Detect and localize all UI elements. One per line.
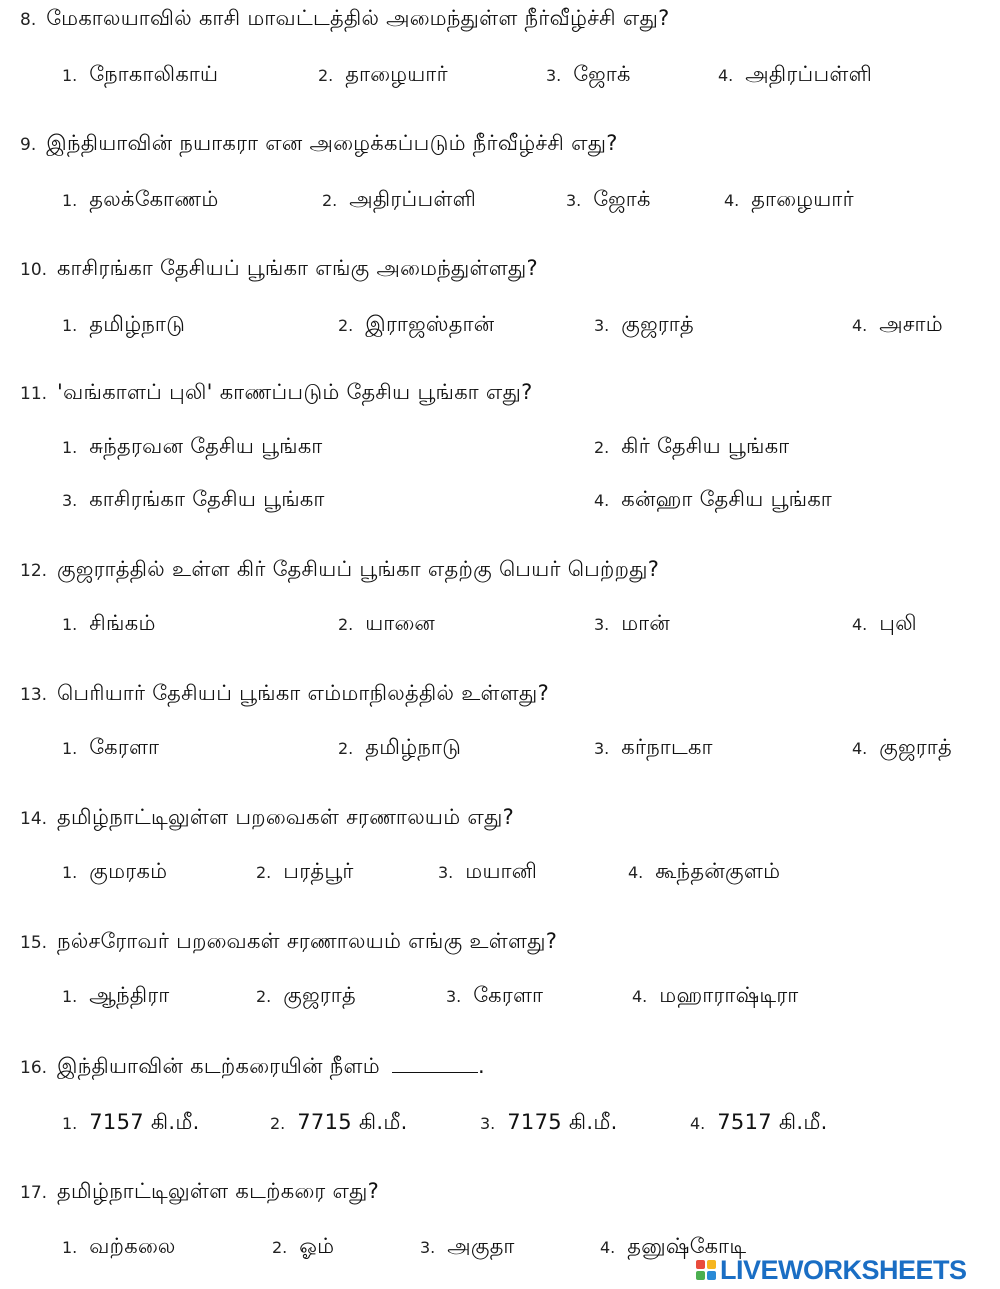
option-number: 1.	[62, 987, 78, 1006]
option-number: 2.	[270, 1114, 286, 1133]
option-text: ஜோக்	[573, 62, 631, 86]
answer-option[interactable]	[62, 62, 218, 89]
option-number: 3.	[480, 1114, 496, 1133]
option-text: மயானி	[465, 859, 538, 883]
option-number: 1.	[62, 1114, 78, 1133]
answer-option[interactable]	[724, 187, 854, 214]
question-number: 16.	[20, 1058, 48, 1078]
option-number: 4.	[852, 739, 868, 758]
answer-option[interactable]	[62, 434, 323, 461]
answer-option[interactable]	[318, 62, 448, 89]
question-text: காசிரங்கா தேசியப் பூங்கா எங்கு அமைந்துள்ளது?	[57, 256, 538, 280]
option-text: ஆந்திரா	[89, 983, 170, 1007]
option-text: தாழையார்	[345, 62, 448, 86]
option-number: 2.	[272, 1238, 288, 1257]
option-text: காசிரங்கா தேசிய பூங்கா	[89, 487, 325, 511]
option-text: அகுதா	[447, 1234, 515, 1258]
option-text: இராஜஸ்தான்	[365, 312, 495, 336]
question-number: 8.	[20, 10, 37, 30]
question-12	[0, 557, 1000, 667]
question-number: 12.	[20, 561, 48, 581]
question-stem	[20, 256, 538, 283]
answer-option[interactable]	[62, 187, 219, 214]
answer-option[interactable]	[446, 983, 543, 1010]
option-number: 4.	[632, 987, 648, 1006]
answer-option[interactable]	[594, 735, 713, 762]
option-text: தமிழ்நாடு	[365, 735, 462, 759]
option-number: 2.	[338, 615, 354, 634]
answer-option[interactable]	[338, 735, 461, 762]
option-number: 1.	[62, 615, 78, 634]
answer-option[interactable]	[62, 735, 159, 762]
option-number: 3.	[438, 863, 454, 882]
question-text: தமிழ்நாட்டிலுள்ள கடற்கரை எது?	[57, 1179, 380, 1203]
question-number: 11.	[20, 384, 48, 404]
option-text: தமிழ்நாடு	[89, 312, 186, 336]
question-text: குஜராத்தில் உள்ள கிர் தேசியப் பூங்கா எதற்கு பெயர் பெற்றது?	[57, 557, 660, 581]
answer-option[interactable]	[546, 62, 631, 89]
mark-square	[696, 1271, 705, 1280]
answer-option[interactable]	[62, 983, 170, 1010]
question-text: நல்சரோவர் பறவைகள் சரணாலயம் எங்கு உள்ளது?	[57, 929, 558, 953]
answer-option[interactable]	[594, 487, 832, 514]
option-text: ஓம்	[299, 1234, 335, 1258]
option-number: 2.	[594, 438, 610, 457]
answer-option[interactable]	[62, 611, 156, 638]
answer-option[interactable]	[62, 859, 167, 886]
option-number: 3.	[546, 66, 562, 85]
question-stem	[20, 557, 659, 584]
answer-option[interactable]	[566, 187, 651, 214]
answer-option[interactable]	[594, 312, 694, 339]
option-text: பரத்பூர்	[283, 859, 354, 883]
option-number: 2.	[256, 863, 272, 882]
answer-option[interactable]	[438, 859, 537, 886]
question-text: பெரியார் தேசியப் பூங்கா எம்மாநிலத்தில் உள்ளது?	[57, 681, 550, 705]
option-text: கர்நாடகா	[621, 735, 713, 759]
option-text: அதிரப்பள்ளி	[349, 187, 477, 211]
option-text: 7517 கி.மீ.	[717, 1110, 828, 1134]
option-text: தாழையார்	[751, 187, 854, 211]
answer-option[interactable]	[594, 434, 789, 461]
mark-square	[707, 1271, 716, 1280]
option-number: 3.	[594, 739, 610, 758]
option-number: 2.	[322, 191, 338, 210]
option-text: யானை	[365, 611, 436, 635]
answer-option[interactable]	[338, 312, 494, 339]
option-number: 2.	[338, 316, 354, 335]
question-text: மேகாலயாவில் காசி மாவட்டத்தில் அமைந்துள்ள நீர்வீழ்ச்சி எது?	[46, 6, 670, 30]
answer-option[interactable]	[62, 312, 185, 339]
option-number: 4.	[600, 1238, 616, 1257]
answer-option[interactable]	[256, 983, 356, 1010]
answer-option[interactable]	[322, 187, 476, 214]
option-text: கேரளா	[473, 983, 544, 1007]
option-number: 1.	[62, 863, 78, 882]
question-15	[0, 929, 1000, 1039]
option-text: தலக்கோணம்	[89, 187, 219, 211]
option-text: புலி	[879, 611, 917, 635]
option-number: 4.	[852, 316, 868, 335]
option-number: 2.	[338, 739, 354, 758]
answer-option[interactable]	[852, 611, 917, 638]
option-number: 4.	[628, 863, 644, 882]
question-8	[0, 6, 1000, 116]
answer-option[interactable]	[628, 859, 780, 886]
answer-option[interactable]	[270, 1110, 408, 1137]
option-text: மஹாராஷ்டிரா	[659, 983, 799, 1007]
question-stem	[20, 681, 549, 708]
question-number: 13.	[20, 685, 48, 705]
option-number: 3.	[594, 316, 610, 335]
option-number: 3.	[62, 491, 78, 510]
question-text: 'வங்காளப் புலி' காணப்படும் தேசிய பூங்கா எது?	[57, 380, 533, 404]
option-text: குஜராத்	[283, 983, 357, 1007]
option-text: 7175 கி.மீ.	[507, 1110, 618, 1134]
option-number: 1.	[62, 438, 78, 457]
question-stem	[20, 1054, 485, 1081]
option-text: கன்ஹா தேசிய பூங்கா	[621, 487, 833, 511]
answer-option[interactable]	[594, 611, 670, 638]
option-number: 4.	[724, 191, 740, 210]
question-stem	[20, 6, 670, 33]
answer-option[interactable]	[62, 1234, 176, 1261]
answer-option[interactable]	[718, 62, 872, 89]
option-number: 4.	[690, 1114, 706, 1133]
option-text: கூந்தன்குளம்	[655, 859, 781, 883]
liveworksheets-logo	[696, 1254, 967, 1286]
answer-option[interactable]	[852, 312, 943, 339]
option-number: 2.	[318, 66, 334, 85]
question-text: இந்தியாவின் நயாகரா என அழைக்கப்படும் நீர்வீழ்ச்சி எது?	[46, 131, 618, 155]
option-number: 4.	[852, 615, 868, 634]
question-stem	[20, 805, 514, 832]
option-text: அதிரப்பள்ளி	[745, 62, 873, 86]
answer-blank[interactable]	[392, 1056, 478, 1073]
question-14	[0, 805, 1000, 915]
option-number: 3.	[566, 191, 582, 210]
question-number: 14.	[20, 809, 48, 829]
question-end-punctuation: .	[477, 1054, 485, 1078]
question-13	[0, 681, 1000, 791]
answer-option[interactable]	[420, 1234, 515, 1261]
option-text: அசாம்	[879, 312, 944, 336]
option-number: 1.	[62, 191, 78, 210]
question-stem	[20, 929, 557, 956]
mark-square	[707, 1260, 716, 1269]
mark-square	[696, 1260, 705, 1269]
question-16	[0, 1054, 1000, 1164]
question-11	[0, 380, 1000, 520]
option-text: கிர் தேசிய பூங்கா	[621, 434, 790, 458]
option-text: சிங்கம்	[89, 611, 156, 635]
answer-option[interactable]	[62, 487, 325, 514]
option-number: 1.	[62, 1238, 78, 1257]
option-text: குஜராத்	[621, 312, 695, 336]
answer-option[interactable]	[256, 859, 354, 886]
answer-option[interactable]	[632, 983, 799, 1010]
answer-option[interactable]	[272, 1234, 334, 1261]
option-number: 4.	[594, 491, 610, 510]
logo-text: LIVEWORKSHEETS	[720, 1254, 967, 1285]
question-number: 15.	[20, 933, 48, 953]
option-text: வற்கலை	[89, 1234, 176, 1258]
question-10	[0, 256, 1000, 366]
option-number: 2.	[256, 987, 272, 1006]
answer-option[interactable]	[852, 735, 952, 762]
option-text: கேரளா	[89, 735, 160, 759]
question-text: தமிழ்நாட்டிலுள்ள பறவைகள் சரணாலயம் எது?	[57, 805, 515, 829]
option-text: மான்	[621, 611, 671, 635]
question-number: 10.	[20, 260, 48, 280]
question-stem	[20, 380, 533, 407]
option-number: 3.	[446, 987, 462, 1006]
question-9	[0, 131, 1000, 241]
question-text: இந்தியாவின் கடற்கரையின் நீளம்	[57, 1054, 380, 1078]
option-number: 3.	[420, 1238, 436, 1257]
option-text: சுந்தரவன தேசிய பூங்கா	[89, 434, 323, 458]
answer-option[interactable]	[62, 1110, 200, 1137]
option-number: 1.	[62, 66, 78, 85]
question-number: 9.	[20, 135, 37, 155]
option-number: 1.	[62, 316, 78, 335]
option-text: தனுஷ்கோடி	[627, 1234, 747, 1258]
option-text: ஜோக்	[593, 187, 651, 211]
question-stem	[20, 131, 618, 158]
option-text: குஜராத்	[879, 735, 953, 759]
question-number: 17.	[20, 1183, 48, 1203]
option-number: 4.	[718, 66, 734, 85]
option-number: 3.	[594, 615, 610, 634]
answer-option[interactable]	[690, 1110, 828, 1137]
option-text: 7715 கி.மீ.	[297, 1110, 408, 1134]
answer-option[interactable]	[338, 611, 435, 638]
answer-option[interactable]	[480, 1110, 618, 1137]
question-stem	[20, 1179, 379, 1206]
liveworksheets-mark-icon	[696, 1260, 716, 1280]
option-text: 7157 கி.மீ.	[89, 1110, 200, 1134]
option-text: குமரகம்	[89, 859, 168, 883]
option-number: 1.	[62, 739, 78, 758]
option-text: நோகாலிகாய்	[89, 62, 219, 86]
